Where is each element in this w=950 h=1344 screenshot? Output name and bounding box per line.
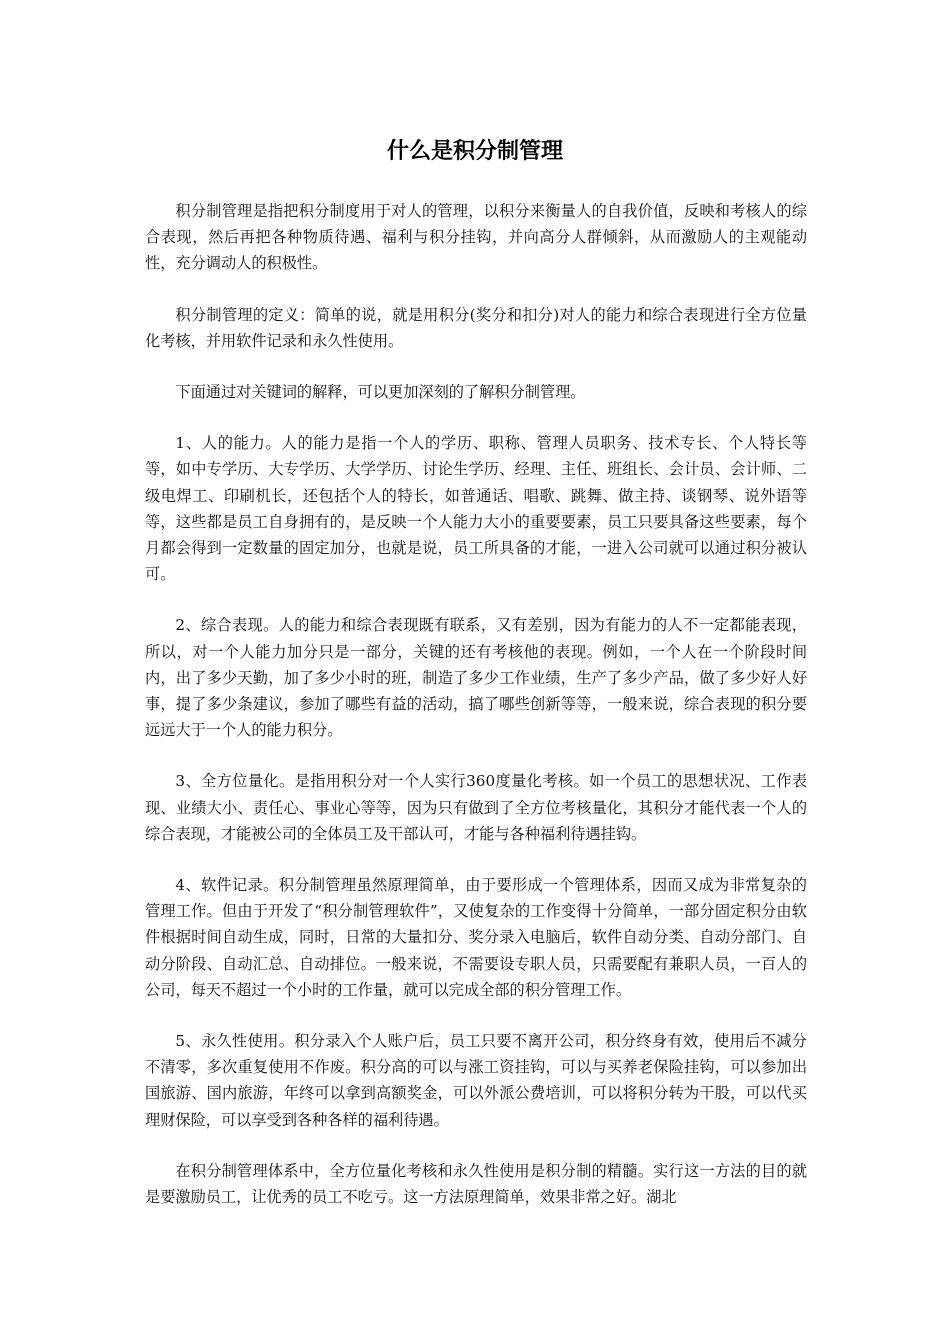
paragraph-definition: 积分制管理的定义：简单的说，就是用积分(奖分和扣分)对人的能力和综合表现进行全方位量化考核，并用软件记录和永久性使用。: [145, 305, 807, 350]
paragraph-intro: 积分制管理是指把积分制度用于对人的管理，以积分来衡量人的自我价值，反映和考核人的综合表现，然后再把各种物质待遇、福利与积分挂钩，并向高分人群倾斜，从而激励人的主观能动性，充分调动人的积极性。: [145, 202, 807, 273]
document-title: 什么是积分制管理: [386, 139, 563, 164]
paragraph-keywords-intro: 下面通过对关键词的解释，可以更加深刻的了解积分制管理。: [175, 383, 586, 402]
paragraph-software: 4、软件记录。积分制管理虽然原理简单，由于要形成一个管理体系，因而又成为非常复杂的管理工作。但由于开发了“积分制管理软件”，又使复杂的工作变得十分简单，一部分固定积分由软件根据时间自动生成，同时，日常的大量扣分、奖分录入电脑后，软件自动分类、自动分部门、自动分阶段、自动汇总、自动排位。一般来说，不需要设专职人员，只需要配有兼职人员，一百人的公司，每天不超过一个小时的工作量，就可以完成全部的积分管理工作。: [145, 876, 807, 999]
paragraph-permanent-use: 5、永久性使用。积分录入个人账户后，员工只要不离开公司，积分终身有效，使用后不减分不清零，多次重复使用不作废。积分高的可以与涨工资挂钩，可以与买养老保险挂钩，可以参加出国旅游、国内旅游，年终可以拿到高额奖金，可以外派公费培训，可以将积分转为干股，可以代买理财保险，可以享受到各种各样的福利待遇。: [145, 1032, 807, 1129]
paragraph-performance: 2、综合表现。人的能力和综合表现既有联系，又有差别，因为有能力的人不一定都能表现，所以，对一个人能力加分只是一部分，关键的还有考核他的表现。例如，一个人在一个阶段时间内，出了多少天勤，加了多少小时的班，制造了多少工作业绩，生产了多少产品，做了多少好人好事，提了多少条建议，参加了哪些有益的活动，搞了哪些创新等等，一般来说，综合表现的积分要远远大于一个人的能力积分。: [145, 616, 807, 740]
paragraph-quantification: 3、全方位量化。是指用积分对一个人实行360度量化考核。如一个员工的思想状况、工作表现、业绩大小、责任心、事业心等等，因为只有做到了全方位考核量化，其积分才能代表一个人的综合表现，才能被公司的全体员工及干部认可，才能与各种福利待遇挂钩。: [145, 772, 807, 843]
document-body: [145, 198, 807, 1235]
paragraph-ability: 1、人的能力。人的能力是指一个人的学历、职称、管理人员职务、技术专长、个人特长等等，如中专学历、大专学历、大学学历、讨论生学历、经理、主任、班组长、会计员、会计师、二级电焊工、印刷机长，还包括个人的特长，如普通话、唱歌、跳舞、做主持、谈钢琴、说外语等等，这些都是员工自身拥有的，是反映一个人能力大小的重要要素，员工只要具备这些要素，每个月都会得到一定数量的固定加分，也就是说，员工所具备的才能，一进入公司就可以通过积分被认可。: [145, 434, 807, 584]
paragraph-conclusion: 在积分制管理体系中，全方位量化考核和永久性使用是积分制的精髓。实行这一方法的目的就是要激励员工，让优秀的员工不吃亏。这一方法原理简单，效果非常之好。湖北: [145, 1161, 807, 1207]
